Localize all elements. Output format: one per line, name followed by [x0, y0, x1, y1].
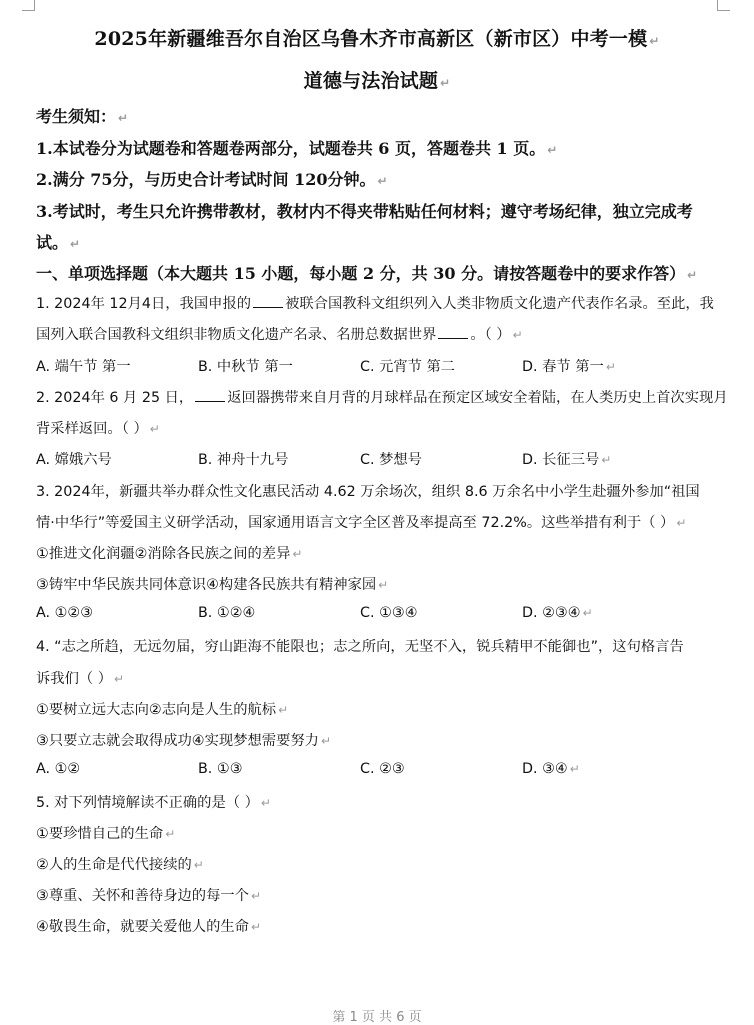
page-footer: 第 1 页 共 6 页	[332, 1010, 422, 1025]
option-a: A. ①②	[36, 761, 81, 777]
option-d: D. 春节 第一 ↵	[522, 359, 616, 375]
option-d: D. 长征三号 ↵	[522, 452, 612, 468]
option-d: D. ②③④ ↵	[522, 605, 593, 621]
answer-blank	[253, 295, 283, 308]
statement-item: ①要树立远大志向②志向是人生的航标 ↵	[36, 702, 289, 718]
statement-item: ②人的生命是代代接续的 ↵	[36, 857, 204, 873]
paragraph-mark-icon: ↵	[440, 76, 451, 90]
option-a: A. ①②③	[36, 605, 94, 621]
option-c: C. 元宵节 第二	[360, 359, 456, 375]
notice-item: 1.本试卷分为试题卷和答题卷两部分，试题卷共 6 页，答题卷共 1 页。 ↵	[36, 139, 558, 158]
option-b: B. ①③	[198, 761, 243, 777]
question-1-stem: 国列入联合国教科文组织非物质文化遗产名录、名册总数据世界 。（ ） ↵	[36, 327, 523, 343]
statement-item: ③尊重、关怀和善待身边的每一个 ↵	[36, 888, 262, 904]
question-2-stem: 2. 2024年 6 月 25 日， 返回器携带来自月背的月球样品在预定区域安全着陆，在人类历史上首次实现月	[36, 390, 728, 406]
page-corner-mark	[22, 0, 35, 11]
statement-item: ④敬畏生命，就要关爱他人的生命 ↵	[36, 919, 262, 935]
option-b: B. ①②④	[198, 605, 256, 621]
option-a: A. 嫦娥六号	[36, 452, 112, 468]
question-4-stem: 4. “志之所趋，无远勿届，穷山距海不能限也；志之所向，无坚不入，锐兵精甲不能御也”，这句格言告	[36, 639, 684, 655]
exam-title: 2025年新疆维吾尔自治区乌鲁木齐市高新区（新市区）中考一模 ↵	[94, 28, 660, 50]
option-b: B. 中秋节 第一	[198, 359, 293, 375]
option-c: C. ②③	[360, 761, 405, 777]
option-b: B. 神舟十九号	[198, 452, 289, 468]
question-3-stem: 情·中华行”等爱国主义研学活动，国家通用语言文字全区普及率提高至 72.2%。这些举措有利于（ ） ↵	[36, 515, 687, 531]
answer-blank	[438, 326, 468, 339]
notice-heading: 考生须知： ↵	[36, 107, 129, 126]
option-a: A. 端午节 第一	[36, 359, 131, 375]
question-1-stem: 1. 2024年 12月4日，我国申报的 被联合国教科文组织列入人类非物质文化遗产代表作名录。至此，我	[36, 296, 714, 312]
statement-item: ①要珍惜自己的生命 ↵	[36, 826, 176, 842]
question-3-stem: 3. 2024年，新疆共举办群众性文化惠民活动 4.62 万余场次，组织 8.6 万余名中小学生赴疆外参加“祖国	[36, 484, 700, 500]
page-corner-mark	[717, 0, 730, 11]
notice-item: 试。 ↵	[36, 233, 81, 252]
statement-item: ③铸牢中华民族共同体意识④构建各民族共有精神家园 ↵	[36, 577, 389, 593]
statement-item: ①推进文化润疆②消除各民族之间的差异 ↵	[36, 546, 303, 562]
paragraph-mark-icon: ↵	[649, 34, 660, 48]
notice-item: 2.满分 75分，与历史合计考试时间 120分钟。 ↵	[36, 170, 388, 189]
option-c: C. 梦想号	[360, 452, 422, 468]
section-heading: 一、单项选择题（本大题共 15 小题，每小题 2 分，共 30 分。请按答题卷中的要求作答） ↵	[36, 264, 698, 283]
statement-item: ③只要立志就会取得成功④实现梦想需要努力 ↵	[36, 733, 332, 749]
option-d: D. ③④ ↵	[522, 761, 580, 777]
option-c: C. ①③④	[360, 605, 418, 621]
exam-subtitle: 道德与法治试题 ↵	[303, 70, 451, 92]
notice-item: 3.考试时，考生只允许携带教材，教材内不得夹带粘贴任何材料；遵守考场纪律，独立完成考	[36, 202, 693, 221]
question-5-stem: 5. 对下列情境解读不正确的是（ ） ↵	[36, 795, 271, 811]
answer-blank	[195, 389, 225, 402]
question-2-stem: 背采样返回。（ ） ↵	[36, 421, 160, 437]
question-4-stem: 诉我们（ ） ↵	[36, 671, 125, 687]
